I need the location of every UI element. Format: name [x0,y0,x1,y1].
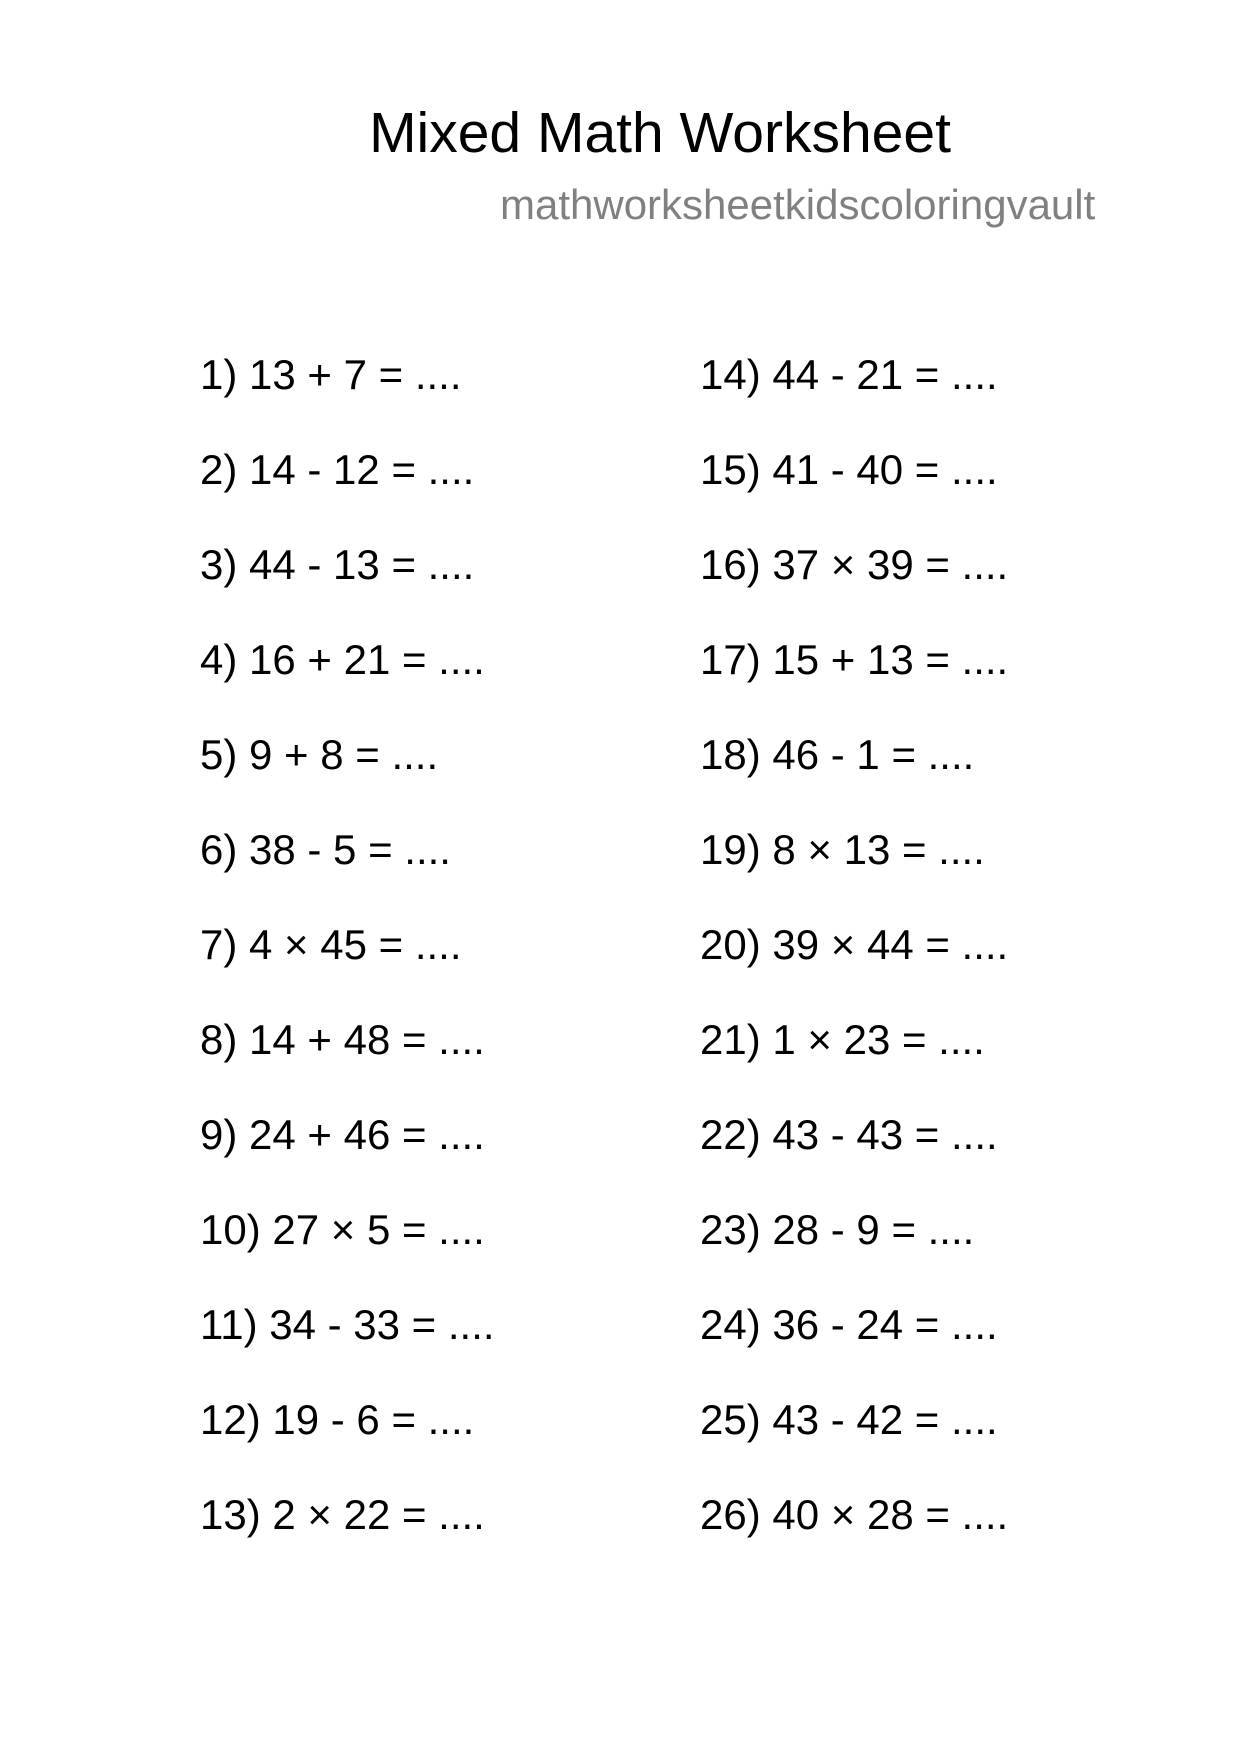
math-problem: 5) 9 + 8 = .... [200,731,439,778]
math-problem: 10) 27 × 5 = .... [200,1206,485,1253]
math-problem: 9) 24 + 46 = .... [200,1111,485,1158]
math-problem: 19) 8 × 13 = .... [700,826,985,873]
problems-column-left [200,350,495,1585]
math-problem: 15) 41 - 40 = .... [700,446,998,493]
math-problem: 18) 46 - 1 = .... [700,731,975,778]
math-problem: 1) 13 + 7 = .... [200,351,462,398]
math-problem: 25) 43 - 42 = .... [700,1396,998,1443]
math-problem: 17) 15 + 13 = .... [700,636,1009,683]
math-problem: 22) 43 - 43 = .... [700,1111,998,1158]
math-problem: 14) 44 - 21 = .... [700,351,998,398]
worksheet-source: mathworksheetkidscoloringvault [500,181,1096,228]
math-problem: 4) 16 + 21 = .... [200,636,485,683]
math-problem: 7) 4 × 45 = .... [200,921,462,968]
math-problem: 2) 14 - 12 = .... [200,446,475,493]
math-problem: 20) 39 × 44 = .... [700,921,1009,968]
problems-column-right [700,350,1008,1585]
math-problem: 11) 34 - 33 = .... [200,1301,495,1348]
math-problem: 21) 1 × 23 = .... [700,1016,985,1063]
math-problem: 6) 38 - 5 = .... [200,826,451,873]
math-problem: 12) 19 - 6 = .... [200,1396,475,1443]
math-problem: 23) 28 - 9 = .... [700,1206,975,1253]
math-problem: 3) 44 - 13 = .... [200,541,475,588]
math-problem: 24) 36 - 24 = .... [700,1301,998,1348]
math-problem: 13) 2 × 22 = .... [200,1491,485,1538]
math-problem: 26) 40 × 28 = .... [700,1491,1009,1538]
worksheet-title: Mixed Math Worksheet [369,101,951,165]
math-problem: 16) 37 × 39 = .... [700,541,1009,588]
math-problem: 8) 14 + 48 = .... [200,1016,485,1063]
